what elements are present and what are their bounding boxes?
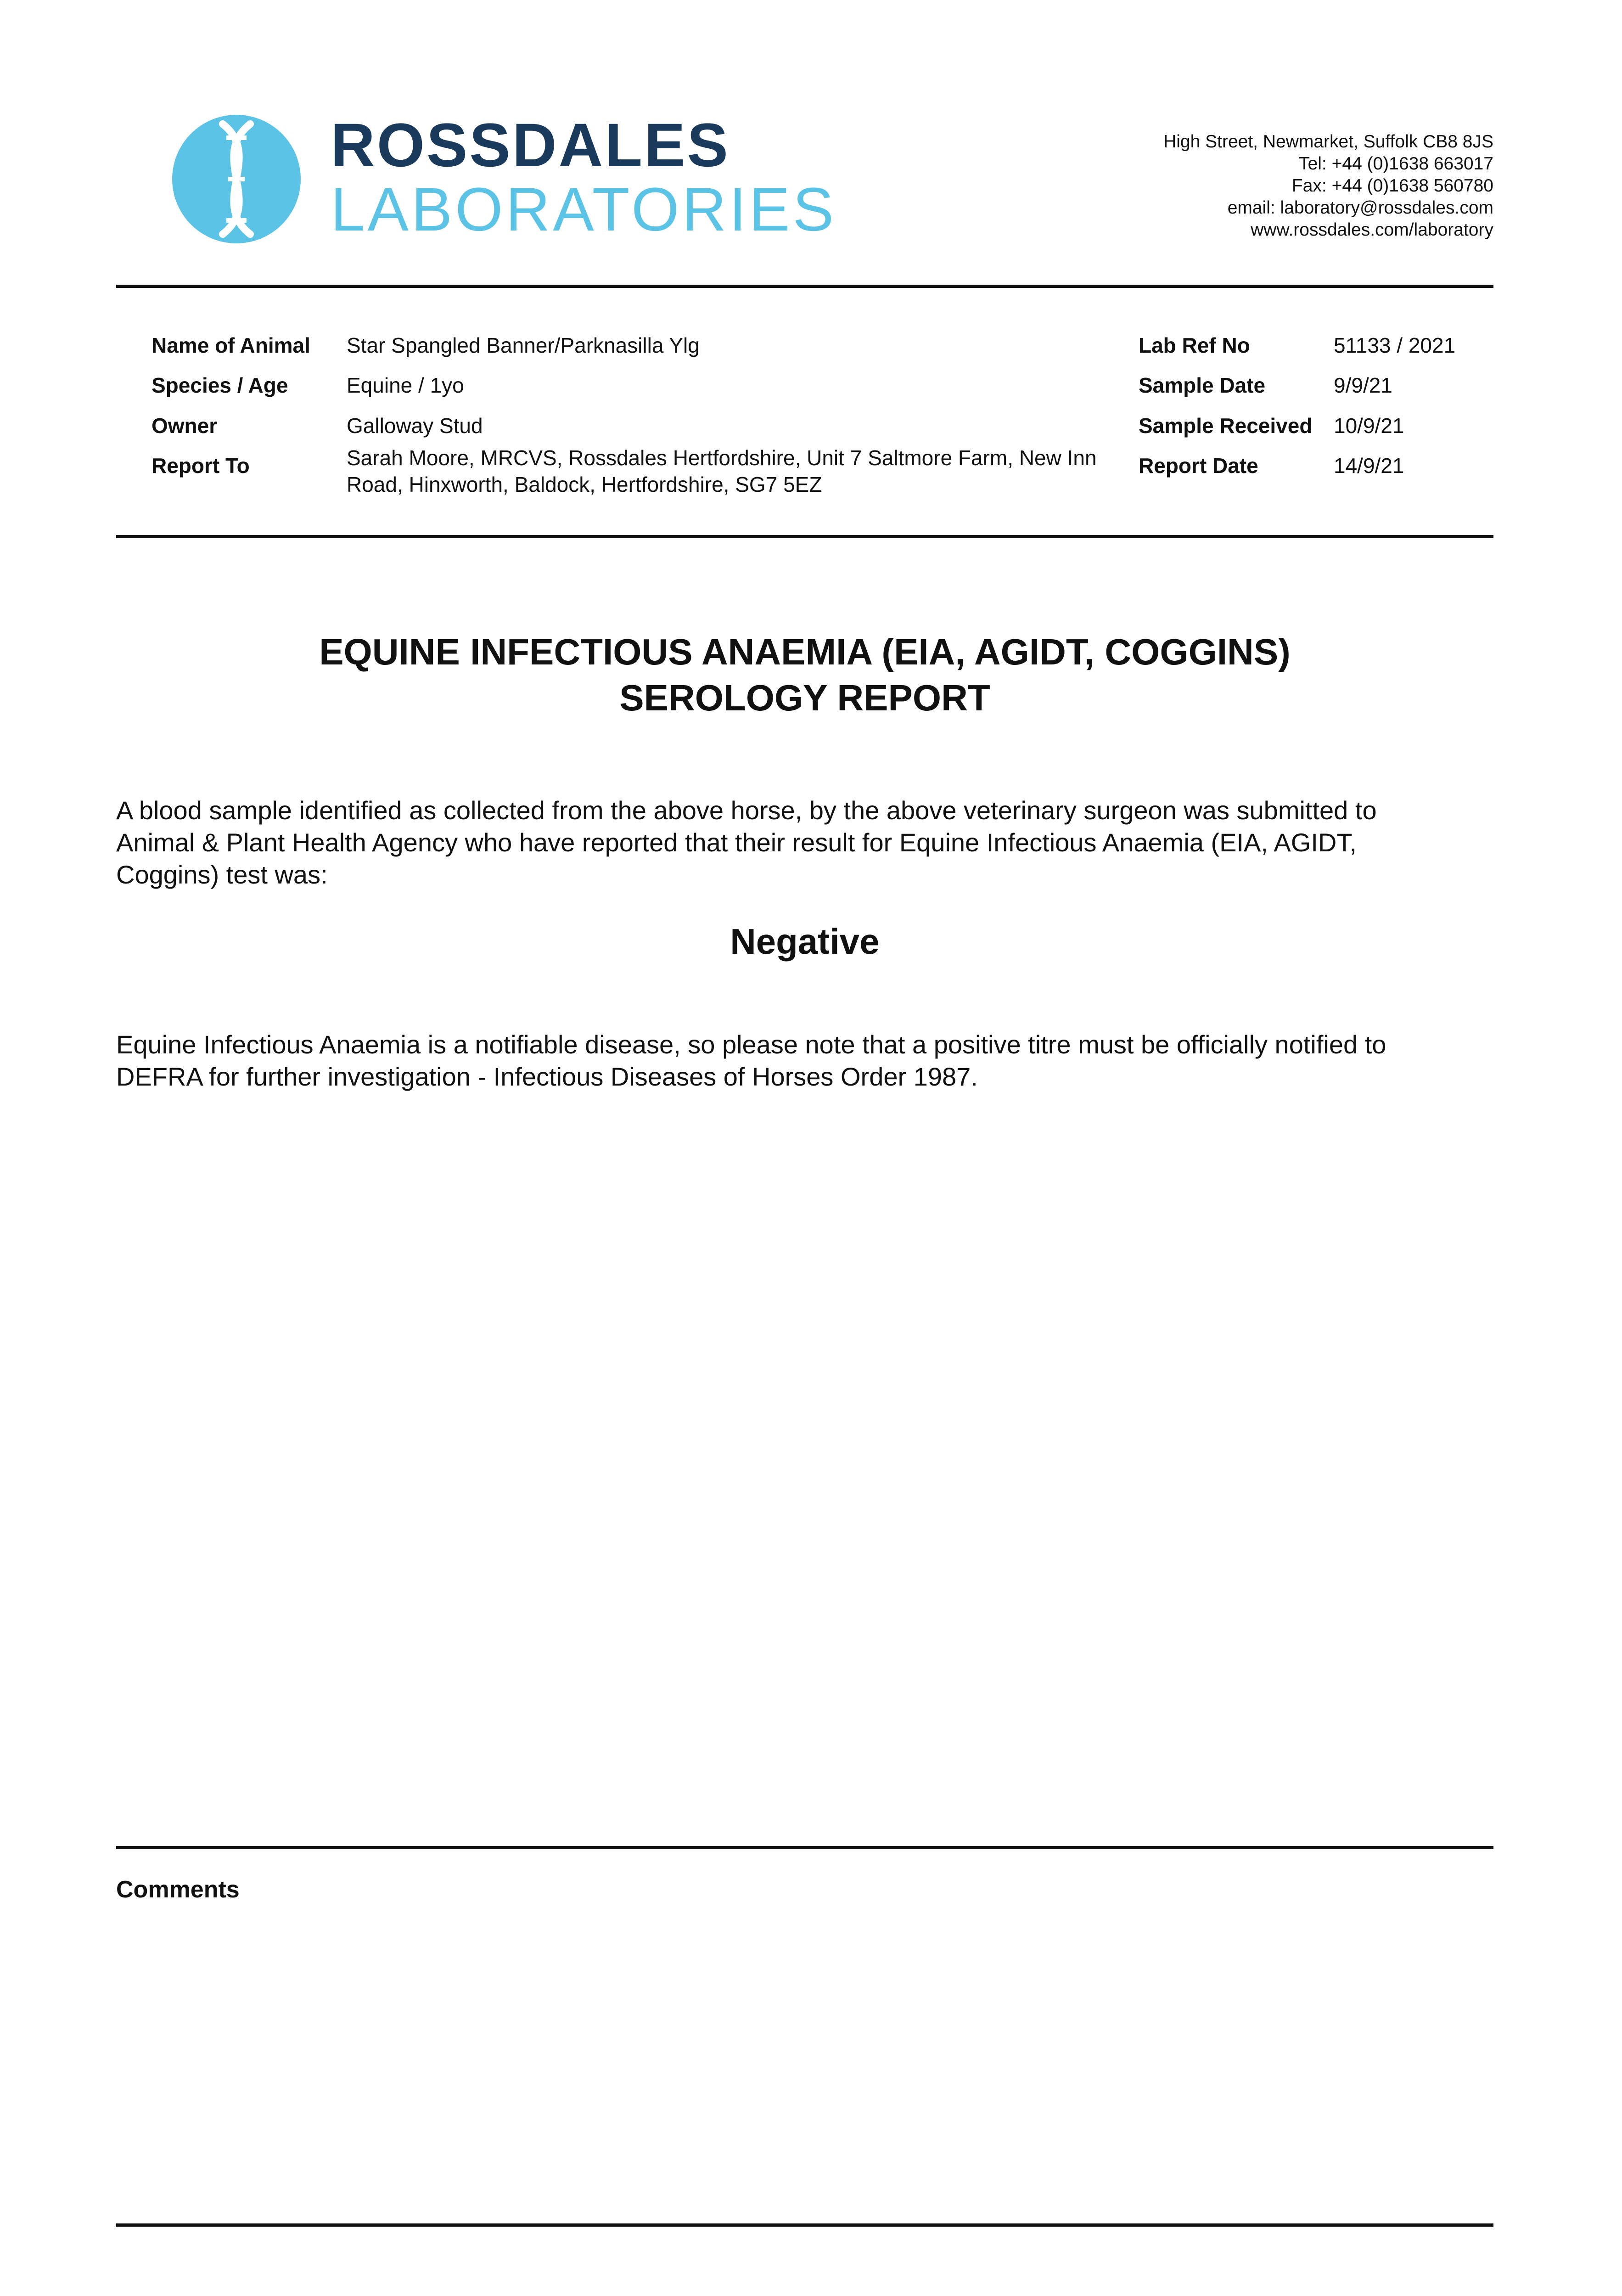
details-divider bbox=[116, 535, 1493, 538]
intro-line: Coggins) test was: bbox=[116, 860, 328, 889]
dna-helix-icon bbox=[172, 115, 301, 243]
report-to-line: Road, Hinxworth, Baldock, Hertfordshire, SG7 5EZ bbox=[347, 473, 822, 496]
lab-ref-value: 51133 / 2021 bbox=[1334, 333, 1456, 357]
lab-ref-label: Lab Ref No bbox=[1139, 333, 1250, 357]
report-to-line: Sarah Moore, MRCVS, Rossdales Hertfordshire, Unit 7 Saltmore Farm, New Inn bbox=[347, 446, 1097, 470]
report-title bbox=[116, 629, 1493, 721]
telephone: Tel: +44 (0)1638 663017 bbox=[1299, 154, 1493, 174]
intro-line: Animal & Plant Health Agency who have reported that their result for Equine Infectious Anaemia (EIA, AGIDT, bbox=[116, 828, 1357, 857]
brand-name: ROSSDALES bbox=[331, 111, 730, 180]
name-of-animal-label: Name of Animal bbox=[152, 333, 310, 357]
report-date-value: 14/9/21 bbox=[1334, 454, 1404, 478]
report-date-label: Report Date bbox=[1139, 454, 1258, 478]
sample-date-value: 9/9/21 bbox=[1334, 373, 1392, 397]
contact-block bbox=[1034, 131, 1493, 241]
report-to-value bbox=[347, 445, 1097, 498]
sample-received-label: Sample Received bbox=[1139, 414, 1313, 438]
note-line: Equine Infectious Anaemia is a notifiable disease, so please note that a positive titre must be officially notified to bbox=[116, 1030, 1386, 1059]
name-of-animal-value: Star Spangled Banner/Parknasilla Ylg bbox=[347, 333, 700, 357]
owner-label: Owner bbox=[152, 414, 218, 438]
sample-received-value: 10/9/21 bbox=[1334, 414, 1404, 438]
test-result: Negative bbox=[730, 921, 880, 962]
note-line: DEFRA for further investigation - Infectious Diseases of Horses Order 1987. bbox=[116, 1062, 978, 1091]
owner-value: Galloway Stud bbox=[347, 414, 483, 438]
website-link[interactable]: www.rossdales.com/laboratory bbox=[1251, 220, 1493, 240]
comments-divider bbox=[116, 1846, 1493, 1849]
report-to-label: Report To bbox=[152, 454, 250, 478]
email-link[interactable]: email: laboratory@rossdales.com bbox=[1227, 198, 1493, 218]
intro-paragraph bbox=[116, 794, 1493, 891]
footer-divider bbox=[116, 2223, 1493, 2227]
species-age-label: Species / Age bbox=[152, 373, 288, 397]
fax: Fax: +44 (0)1638 560780 bbox=[1291, 176, 1493, 196]
report-title-line: SEROLOGY REPORT bbox=[619, 677, 990, 718]
notifiable-note bbox=[116, 1029, 1493, 1093]
address: High Street, Newmarket, Suffolk CB8 8JS bbox=[1163, 132, 1493, 152]
brand-subtitle: LABORATORIES bbox=[331, 175, 837, 244]
report-title-line: EQUINE INFECTIOUS ANAEMIA (EIA, AGIDT, COGGINS) bbox=[319, 631, 1291, 672]
header-divider bbox=[116, 285, 1493, 288]
comments-label: Comments bbox=[116, 1876, 240, 1903]
sample-date-label: Sample Date bbox=[1139, 373, 1266, 397]
intro-line: A blood sample identified as collected from the above horse, by the above veterinary surgeon was submitted to bbox=[116, 796, 1377, 825]
species-age-value: Equine / 1yo bbox=[347, 373, 464, 397]
